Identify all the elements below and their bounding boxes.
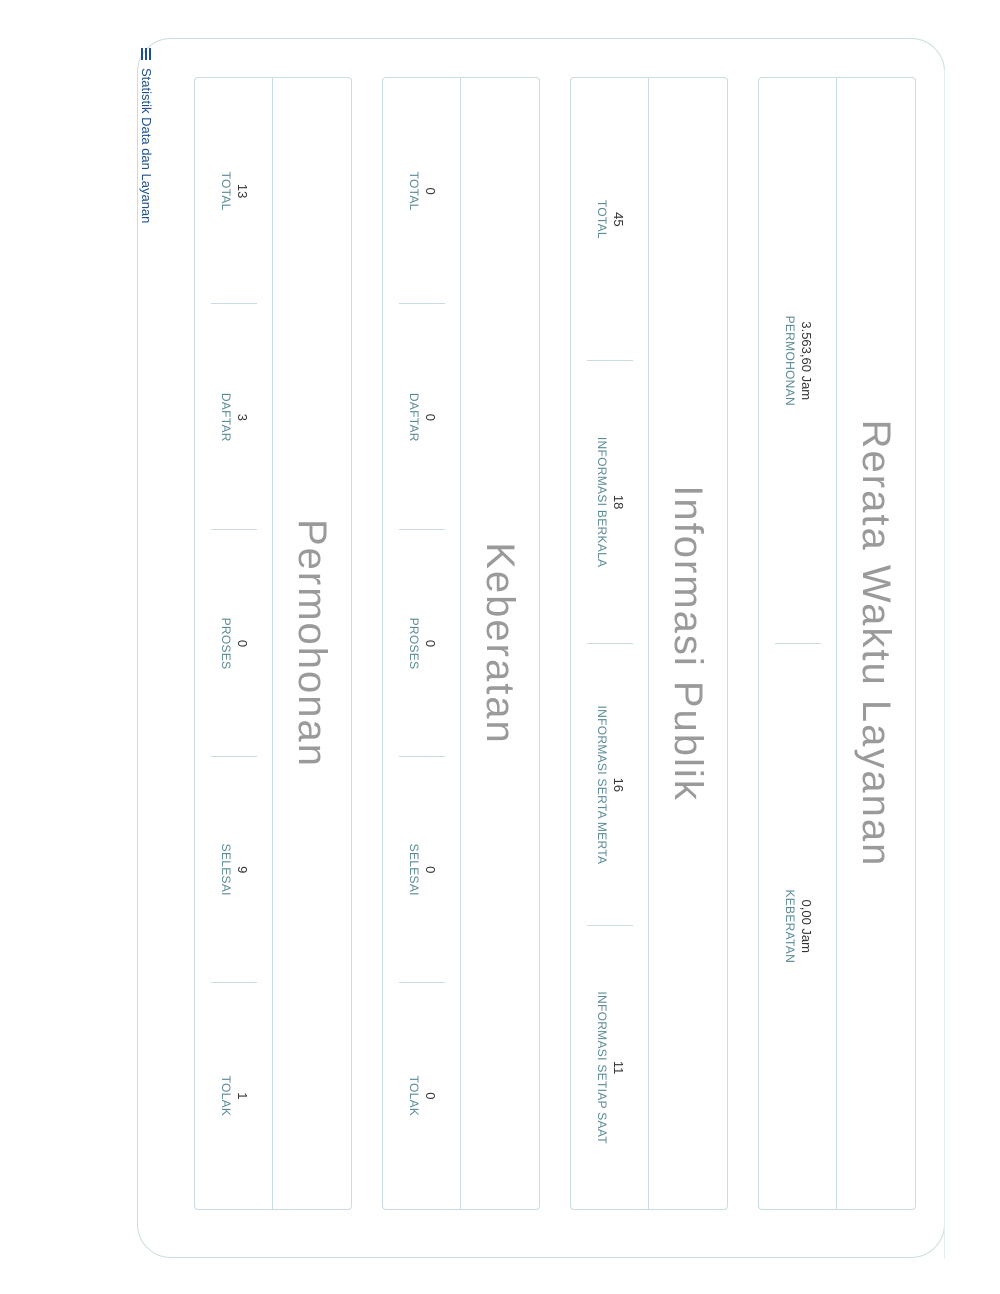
stat-label: DAFTAR	[407, 392, 421, 442]
stat-berkala	[571, 361, 649, 644]
stat-daftar	[195, 304, 273, 530]
stat-proses	[195, 530, 273, 756]
stat-tolak	[383, 983, 461, 1209]
stat-value: 11	[611, 1060, 626, 1075]
section-header	[139, 48, 154, 223]
section-title: Statistik Data dan Layanan	[139, 68, 154, 224]
card-title: Keberatan	[478, 542, 523, 745]
stat-label: DAFTAR	[219, 392, 233, 442]
card-title: Permohonan	[290, 518, 335, 769]
stat-value: 18	[611, 494, 626, 510]
stat-label: TOLAK	[407, 1075, 421, 1117]
stat-serta-merta	[571, 644, 649, 927]
stat-label: TOTAL	[407, 171, 421, 211]
card-title: Rerata Waktu Layanan	[854, 419, 899, 868]
stat-total	[383, 78, 461, 304]
stat-value: 0	[423, 187, 438, 195]
stat-value: 9	[235, 866, 250, 874]
stat-label: INFORMASI BERKALA	[595, 436, 609, 568]
stat-label: INFORMASI SERTA MERTA	[595, 705, 609, 865]
divider	[945, 69, 946, 1259]
stat-label: PROSES	[219, 617, 233, 670]
card-header	[648, 78, 727, 1209]
card-title: Informasi Publik	[666, 485, 711, 802]
stat-value: 0	[423, 866, 438, 874]
stat-value: 0	[235, 639, 250, 648]
stat-proses	[383, 530, 461, 756]
card-header	[272, 78, 351, 1209]
stat-value: 13	[235, 183, 250, 199]
stat-label: TOTAL	[219, 171, 233, 211]
card-stats	[383, 78, 461, 1209]
stat-value: 0,00 Jam	[799, 899, 814, 953]
stat-label: PERMOHONAN	[783, 315, 797, 406]
list-icon	[142, 48, 152, 60]
stat-total	[195, 78, 273, 304]
stat-label: INFORMASI SETIAP SAAT	[595, 991, 609, 1144]
card-stats	[195, 78, 273, 1209]
stat-permohonan	[759, 78, 837, 644]
stat-keberatan	[759, 644, 837, 1210]
stat-value: 1	[235, 1092, 250, 1100]
card-stats	[571, 78, 649, 1209]
stat-value: 3.563,60 Jam	[799, 321, 814, 401]
stat-value: 0	[423, 1092, 438, 1100]
card-stats	[759, 78, 837, 1209]
stat-value: 16	[611, 777, 626, 793]
rerata-waktu-card	[758, 77, 916, 1210]
permohonan-card	[194, 77, 352, 1210]
stat-label: TOLAK	[219, 1075, 233, 1117]
stat-selesai	[383, 757, 461, 983]
stat-label: PROSES	[407, 617, 421, 670]
stat-label: SELESAI	[407, 843, 421, 896]
stat-label: TOTAL	[595, 199, 609, 239]
stat-value: 45	[611, 212, 626, 227]
stat-label: SELESAI	[219, 843, 233, 896]
stat-label: KEBERATAN	[783, 889, 797, 964]
stat-value: 0	[423, 413, 438, 421]
stat-total	[571, 78, 649, 361]
stat-value: 0	[423, 639, 438, 648]
informasi-publik-card	[570, 77, 728, 1210]
keberatan-card	[382, 77, 540, 1210]
stat-setiap-saat	[571, 926, 649, 1209]
card-header	[836, 78, 915, 1209]
stat-value: 3	[235, 413, 250, 421]
stat-selesai	[195, 757, 273, 983]
stat-tolak	[195, 983, 273, 1209]
statistics-panel	[110, 30, 960, 1250]
card-header	[460, 78, 539, 1209]
stat-daftar	[383, 304, 461, 530]
